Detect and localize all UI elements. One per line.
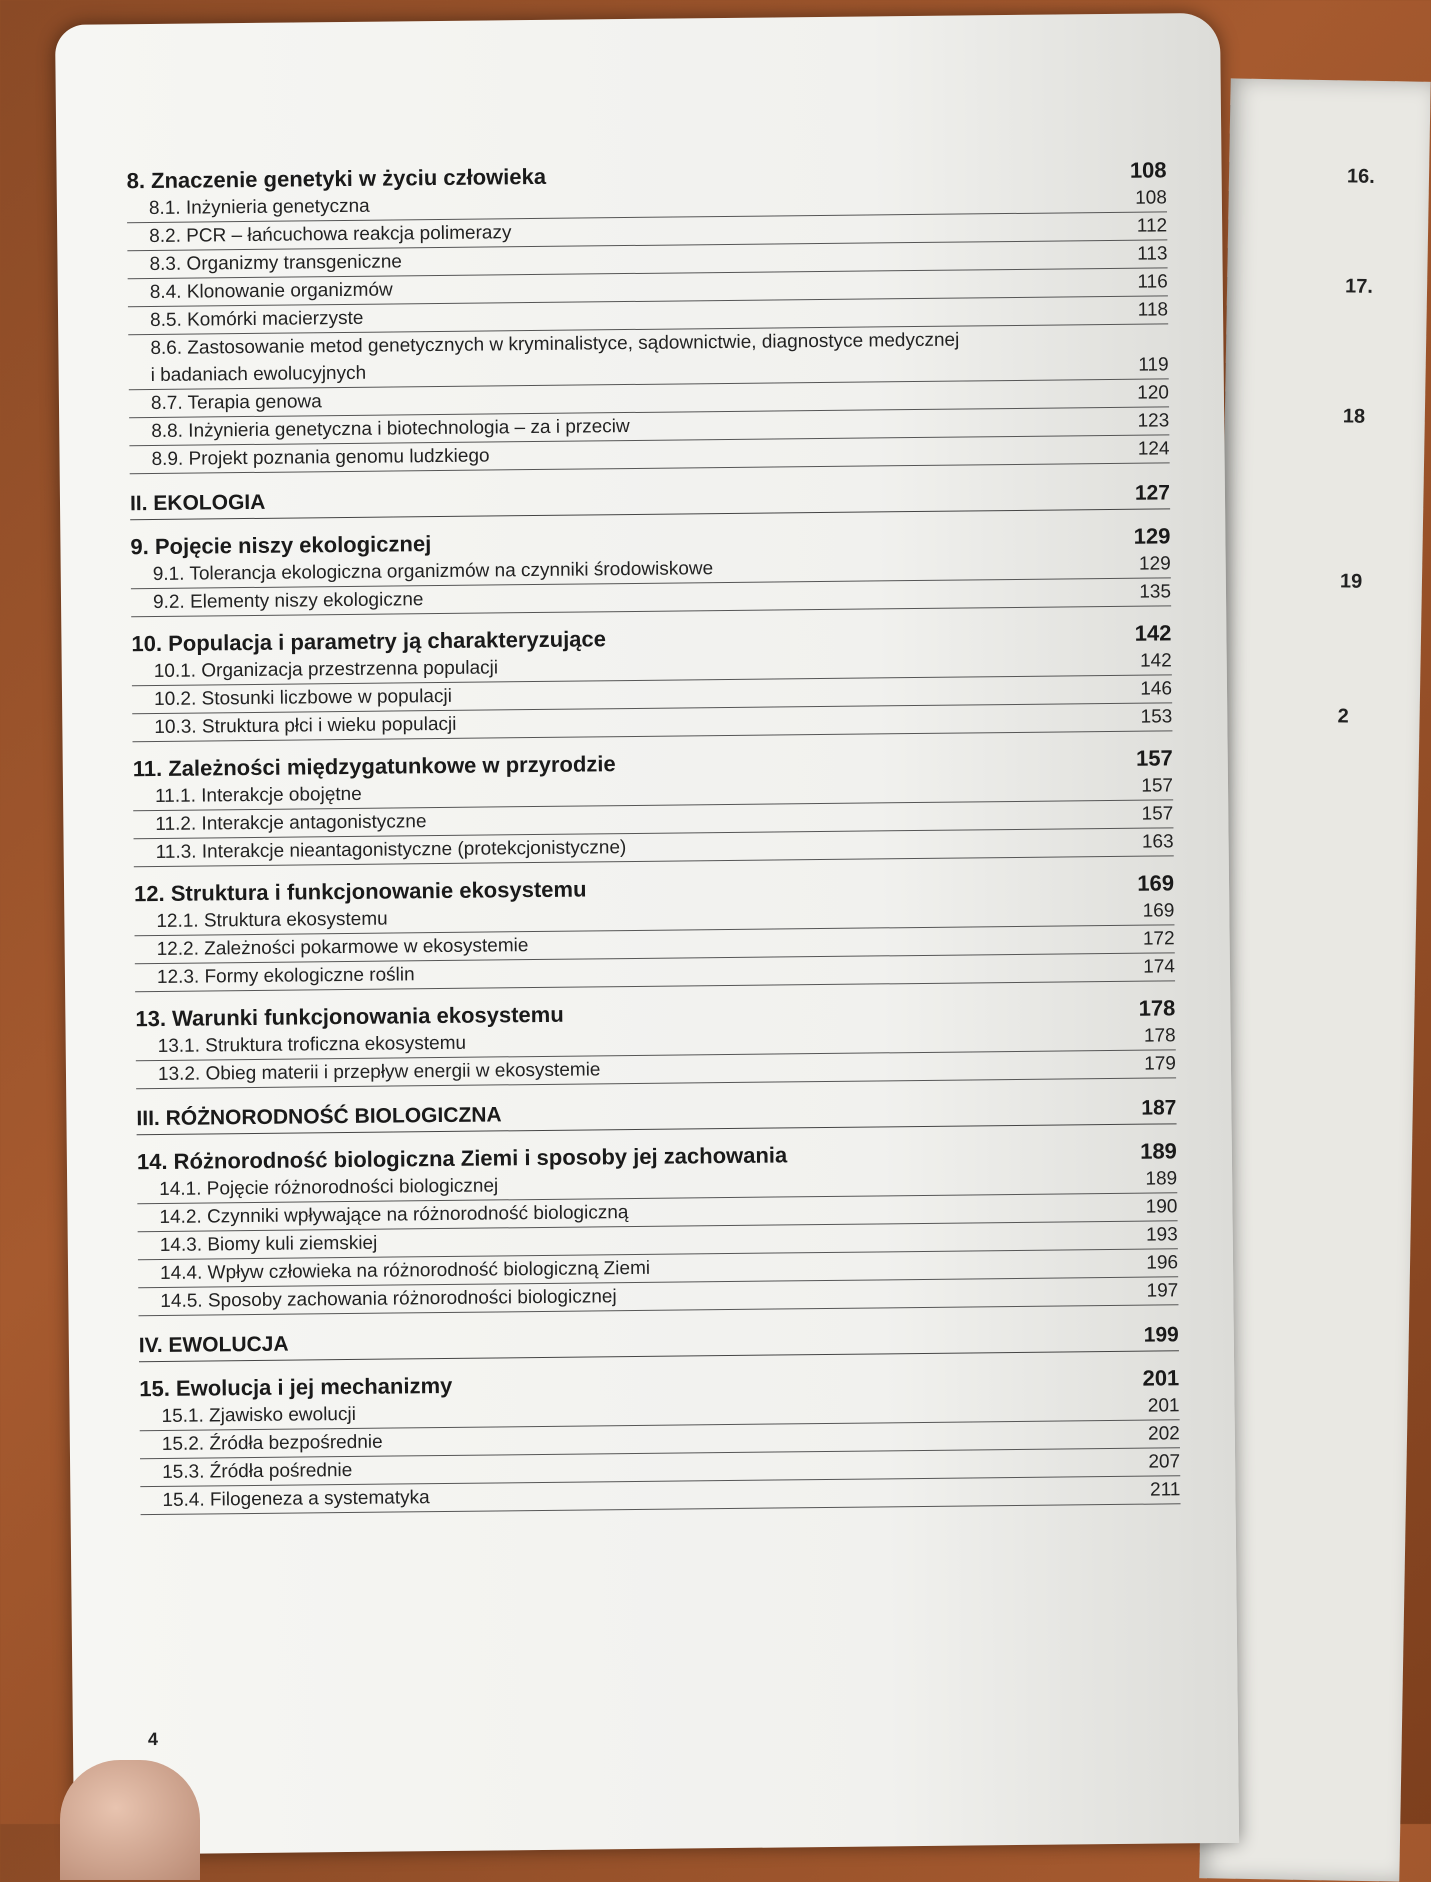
toc-entry-title: 8.9. Projekt poznania genomu ludzkiego <box>151 445 490 471</box>
toc-entry-title: 14.2. Czynniki wpływające na różnorodność biologiczną <box>159 1202 629 1228</box>
toc-page-number: 116 <box>1137 271 1168 293</box>
toc-page-number: 189 <box>1145 1168 1178 1190</box>
toc-entry-title: 14.1. Pojęcie różnorodności biologicznej <box>159 1175 499 1200</box>
toc-entry-title: 8. Znaczenie genetyki w życiu człowieka <box>126 163 547 194</box>
toc-entry-title: 8.6. Zastosowanie metod genetycznych w kryminalistyce, sądownictwie, diagnostyce medycznej <box>150 329 960 360</box>
toc-page-number: 196 <box>1146 1252 1179 1274</box>
toc-entry-title: 8.4. Klonowanie organizmów <box>149 279 393 304</box>
toc-entry-title: 8.5. Komórki macierzyste <box>149 307 364 332</box>
toc-entry-title: 8.8. Inżynieria genetyczna i biotechnologia – za i przeciw <box>151 416 630 443</box>
toc-page-number: 123 <box>1137 410 1170 432</box>
toc-entry-title: 10.2. Stosunki liczbowe w populacji <box>153 685 453 710</box>
toc-page-number: 199 <box>1143 1323 1179 1347</box>
toc-entry-title: 10.1. Organizacja przestrzenna populacji <box>153 657 499 683</box>
toc-entry-title: 14.4. Wpływ człowieka na różnorodność biologiczną Ziemi <box>159 1257 651 1284</box>
toc-page-number: 142 <box>1139 650 1172 672</box>
toc-entry-title: 11.2. Interakcje antagonistyczne <box>155 811 427 835</box>
book-page <box>55 13 1239 1855</box>
toc-entry-title: 9. Pojęcie niszy ekologicznej <box>130 531 432 560</box>
toc-entry-title: 10.3. Struktura płci i wieku populacji <box>154 713 457 738</box>
toc-entry-title: 14.3. Biomy kuli ziemskiej <box>159 1232 378 1256</box>
toc-page-number: 174 <box>1143 956 1176 978</box>
toc-entry-title: IV. EWOLUCJA <box>138 1332 289 1358</box>
page-number: 4 <box>147 1729 159 1750</box>
toc-page-number: 153 <box>1140 706 1173 728</box>
toc-page-number: 178 <box>1143 1025 1176 1047</box>
toc-page-number <box>1118 349 1168 350</box>
toc-page-number: 127 <box>1134 481 1171 505</box>
toc-entry-title: 15.1. Zjawisko ewolucji <box>161 1403 356 1427</box>
toc-page-number: 172 <box>1142 928 1175 950</box>
toc-section-row <box>130 477 1170 520</box>
toc-entry-title: 15.4. Filogeneza a systematyka <box>162 1487 430 1511</box>
next-page-fragment: 19 <box>1339 570 1363 593</box>
next-page-fragment: 18 <box>1342 405 1366 428</box>
table-of-contents <box>126 143 1180 1515</box>
toc-page-number: 207 <box>1148 1451 1181 1473</box>
toc-page-number: 157 <box>1141 803 1174 825</box>
toc-entry-title: 14. Różnorodność biologiczna Ziemi i sposoby jej zachowania <box>136 1142 788 1175</box>
toc-page-number: 201 <box>1147 1395 1180 1417</box>
toc-page-number: 169 <box>1142 900 1175 922</box>
toc-entry-title: 15.2. Źródła bezpośrednie <box>161 1431 383 1455</box>
toc-section-row <box>139 1319 1179 1362</box>
toc-entry-title: 13.1. Struktura troficzna ekosystemu <box>157 1032 467 1057</box>
thumb <box>60 1760 200 1880</box>
toc-entry-title: 9.2. Elementy niszy ekologiczne <box>152 589 424 614</box>
toc-page-number: 190 <box>1145 1196 1178 1218</box>
toc-page-number: 129 <box>1133 523 1171 549</box>
toc-page-number: 112 <box>1136 215 1168 237</box>
toc-page-number: 129 <box>1138 553 1171 575</box>
toc-entry-title: 9.1. Tolerancja ekologiczna organizmów na czynniki środowiskowe <box>152 558 714 586</box>
toc-page-number: 179 <box>1144 1053 1177 1075</box>
toc-page-number: 108 <box>1135 187 1167 209</box>
toc-page-number: 202 <box>1148 1423 1180 1445</box>
next-page-fragment: 2 <box>1337 705 1349 728</box>
toc-entry-title: 8.7. Terapia genowa <box>150 391 322 415</box>
toc-page-number: 178 <box>1138 995 1176 1021</box>
toc-entry-title: 8.2. PCR – łańcuchowa reakcja polimerazy <box>149 222 512 248</box>
toc-page-number: 146 <box>1140 678 1173 700</box>
toc-entry-title: 14.5. Sposoby zachowania różnorodności biologicznej <box>160 1286 617 1312</box>
toc-page-number: 118 <box>1137 299 1169 321</box>
toc-entry-title: 15. Ewolucja i jej mechanizmy <box>139 1372 453 1402</box>
toc-entry-title: 11. Zależności międzygatunkowe w przyrodzie <box>132 751 616 782</box>
toc-page-number: 201 <box>1142 1365 1180 1391</box>
toc-entry-title: 12.2. Zależności pokarmowe w ekosystemie <box>156 935 529 960</box>
toc-entry-title: 10. Populacja i parametry ją charakteryzujące <box>131 626 607 657</box>
toc-entry-title: 8.3. Organizmy transgeniczne <box>149 251 403 276</box>
toc-entry-title: 13.2. Obieg materii i przepływ energii w ekosystemie <box>157 1059 601 1085</box>
toc-entry-title: II. EKOLOGIA <box>129 490 266 516</box>
toc-page-number: 189 <box>1140 1138 1177 1164</box>
toc-entry-title: 11.3. Interakcje nieantagonistyczne (protekcjonistyczne) <box>155 837 627 863</box>
toc-entry-title: i badaniach ewolucyjnych <box>150 362 367 387</box>
toc-page-number: 124 <box>1137 438 1170 460</box>
toc-page-number: 113 <box>1137 243 1168 265</box>
toc-entry-title: 12.3. Formy ekologiczne roślin <box>156 964 415 988</box>
toc-page-number: 187 <box>1141 1096 1177 1120</box>
toc-page-number: 169 <box>1137 870 1175 896</box>
toc-page-number: 197 <box>1146 1280 1179 1302</box>
toc-page-number: 142 <box>1134 620 1172 646</box>
toc-entry-title: 12. Struktura i funkcjonowanie ekosystemu <box>133 876 587 907</box>
next-page-fragment: 16. <box>1346 165 1376 188</box>
toc-page-number: 119 <box>1138 354 1169 376</box>
toc-page-number: 135 <box>1139 581 1172 603</box>
toc-entry-title: 8.1. Inżynieria genetyczna <box>148 195 370 220</box>
toc-page-number: 108 <box>1129 157 1167 183</box>
toc-entry-title: 12.1. Struktura ekosystemu <box>156 908 388 932</box>
toc-page-number: 211 <box>1149 1479 1181 1501</box>
toc-entry-title: III. RÓŻNORODNOŚĆ BIOLOGICZNA <box>136 1103 502 1131</box>
toc-entry-title: 15.3. Źródła pośrednie <box>162 1459 353 1483</box>
toc-page-number: 193 <box>1145 1224 1178 1246</box>
next-page-fragment: 17. <box>1344 275 1374 298</box>
toc-page-number: 157 <box>1135 745 1173 771</box>
toc-entry-title: 13. Warunki funkcjonowania ekosystemu <box>135 1001 564 1032</box>
toc-page-number: 157 <box>1141 775 1174 797</box>
toc-page-number: 163 <box>1141 831 1174 853</box>
toc-section-row <box>136 1092 1176 1135</box>
toc-entry-title: 11.1. Interakcje obojętne <box>154 783 362 807</box>
toc-page-number: 120 <box>1137 382 1170 404</box>
